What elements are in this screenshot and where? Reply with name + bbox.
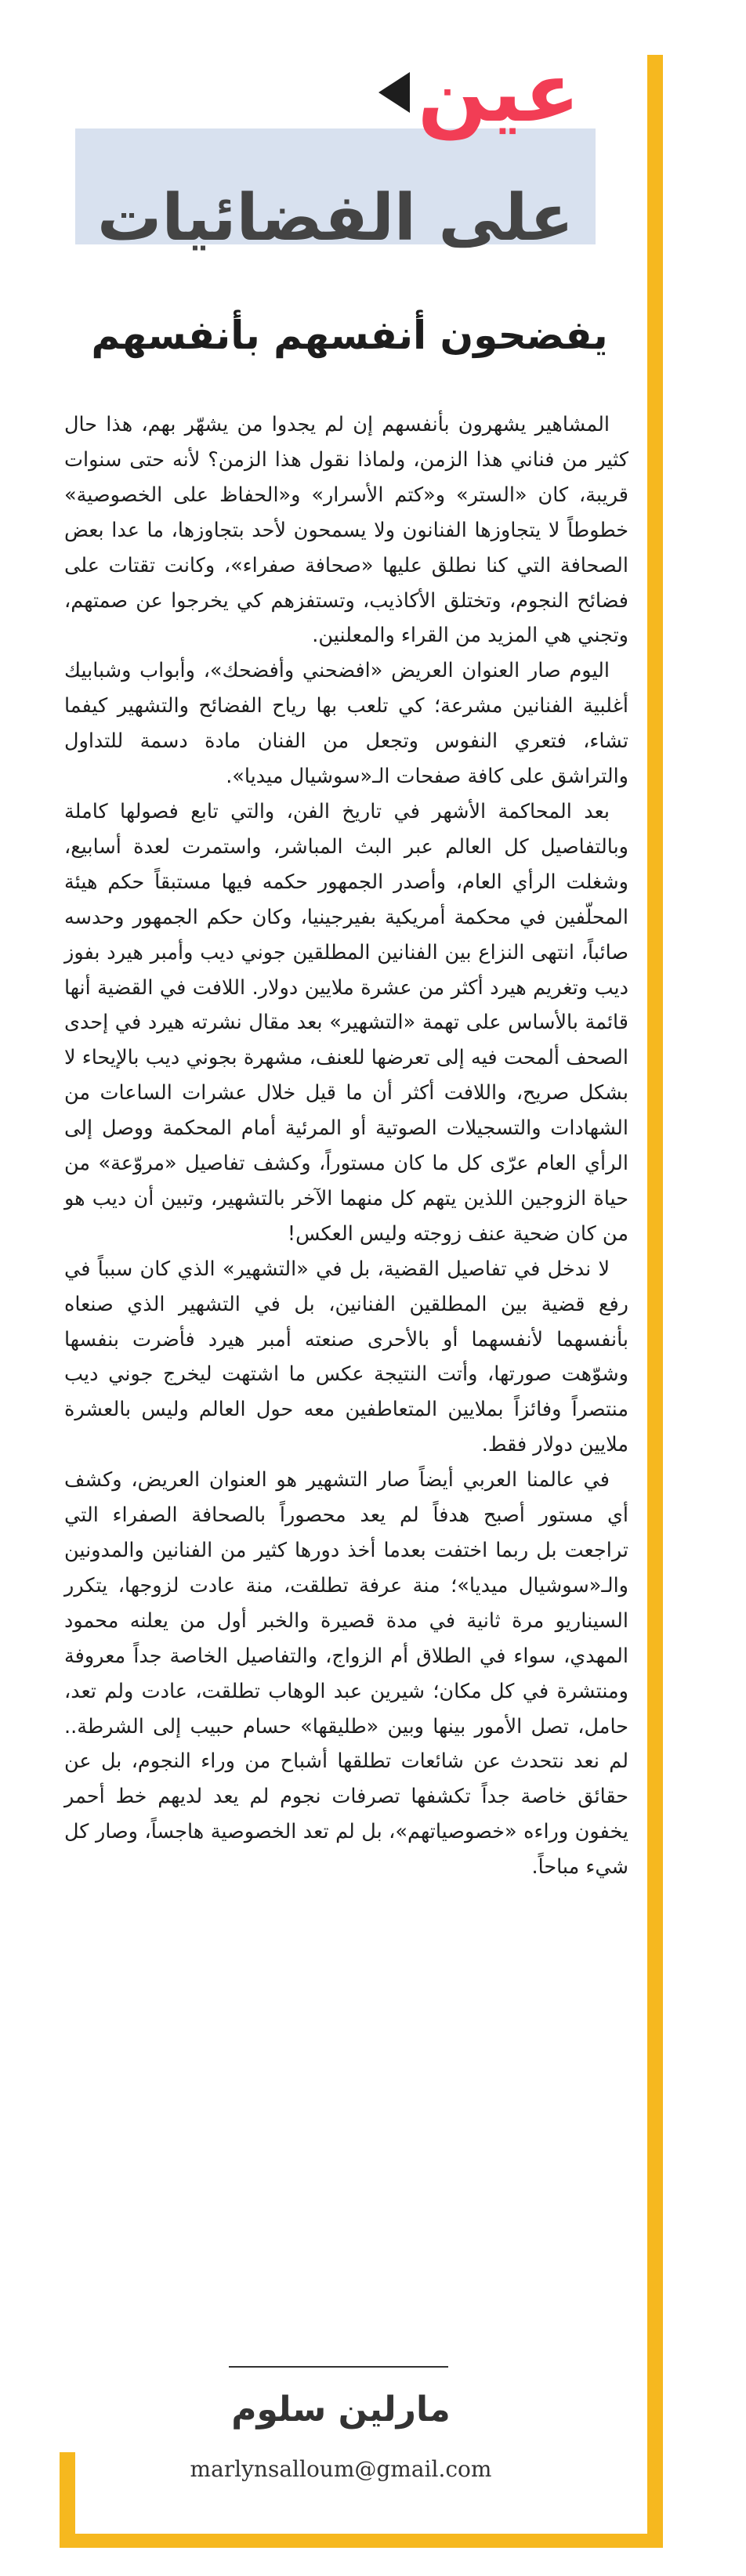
author-email: marlynsalloum@gmail.com (190, 2456, 492, 2482)
article-headline: يفضحون أنفسهم بأنفسهم (91, 313, 608, 358)
brand-logo (282, 45, 580, 139)
paragraph: في عالمنا العربي أيضاً صار التشهير هو العنوان العريض، وكشف أي مستور أصبح هدفاً لم يعد محصوراً بالصحافة الصفراء التي تراجعت بل ربما اختفت بعدما أخذ دورها كثير من الفنانين والمدونين والـ«سوشيال ميديا»؛ منة عرفة تطلقت، منة عادت لزوجها، يتكرر السيناريو مرة ثانية في مدة قصيرة والخبر أول من يعلنه محمود المهدي، سواء في الطلاق أم الزواج، والتفاصيل الخاصة جداً معروفة ومنتشرة في كل مكان؛ شيرين عبد الوهاب تطلقت، عادت ولم تعد، حامل، تصل الأمور بينها وبين «طليقها» حسام حبيب إلى الشرطة.. لم نعد نتحدث عن شائعات تطلقها أشباح من وراء النجوم، بل عن حقائق خاصة جداً تكشفها تصرفات نجوم لم يعد لديهم خط أحمر يخفون وراءه «خصوصياتهم»، بل لم تعد الخصوصية هاجساً، وصار كل شيء مباحاً. (64, 1468, 628, 1880)
article-body (64, 407, 628, 1885)
yellow-frame-left (60, 2452, 75, 2534)
yellow-frame-right (647, 55, 663, 2546)
yellow-frame-bottom (60, 2534, 663, 2548)
paragraph: بعد المحاكمة الأشهر في تاريخ الفن، والتي تابع فصولها كاملة وبالتفاصيل كل العالم عبر البث المباشر، واستمرت لعدة أسابيع، وشغلت الرأي العام، وأصدر الجمهور حكمه فيها مستبقاً حكم هيئة المحلّفين في محكمة أمريكية بفيرجينيا، وكان حكم الجمهور وحدسه صائباً، انتهى النزاع بين الفنانين المطلقين جوني ديب وأمبر هيرد بفوز ديب وتغريم هيرد أكثر من عشرة ملايين دولار. اللافت في القضية أنها قائمة بالأساس على تهمة «التشهير» بعد مقال نشرته هيرد في إحدى الصحف ألمحت فيه إلى تعرضها للعنف، مشهرة بجوني ديب بالإيحاء لا بشكل صريح، واللافت أكثر أن ما قيل خلال عشرات الساعات من الشهادات والتسجيلات الصوتية أو المرئية أمام المحكمة ووصل إلى الرأي العام عرّى كل ما كان مستوراً، وكشف تفاصيل «مروّعة» من حياة الزوجين اللذين يتهم كل منهما الآخر بالتشهير، وتبين أن ديب هو من كان ضحية عنف زوجته وليس العكس! (64, 799, 628, 1246)
paragraph: اليوم صار العنوان العريض «افضحني وأفضحك»، وأبواب وشبابيك أغلبية الفنانين مشرعة؛ كي تلعب بها رياح الفضائح والتشهير كيفما تشاء، فتعري النفوس وتجعل من الفنان مادة دسمة للتداول والتراشق على كافة صفحات الـ«سوشيال ميديا». (64, 659, 628, 789)
byline-divider (229, 2366, 448, 2368)
author-name: مارلين سلوم (231, 2390, 451, 2429)
column-title: على الفضائيات (97, 181, 574, 255)
paragraph: لا ندخل في تفاصيل القضية، بل في «التشهير» الذي كان سبباً في رفع قضية بين المطلقين الفنانين، بل في التشهير الذي صنعاه بأنفسهما لأنفسهما أو بالأحرى صنعته أمبر هيرد فأضرت بنفسها وشوّهت صورتها، وأتت النتيجة عكس ما اشتهت ليخرج جوني ديب منتصراً وفائزاً بملايين المتعاطفين معه حول العالم وليس بالعشرة ملايين دولار فقط. (64, 1257, 628, 1457)
brand-word: عين (417, 45, 580, 140)
paragraph: المشاهير يشهرون بأنفسهم إن لم يجدوا من يشهّر بهم، هذا حال كثير من فناني هذا الزمن، ولماذا نقول هذا الزمن؟ لأنه حتى سنوات قريبة، كان «الستر» و«كتم الأسرار» و«الحفاظ على الخصوصية» خطوطاً لا يتجاوزها الفنانون ولا يسمحون لأحد بتجاوزها، ما عدا بعض الصحافة التي كنا نطلق عليها «صحافة صفراء»، وكانت تقتات على فضائح النجوم، وتختلق الأكاذيب، وتستفزهم كي يخرجوا عن صمتهم، وتجني هي المزيد من القراء والمعلنين. (64, 413, 628, 648)
play-arrow-icon (378, 72, 410, 113)
